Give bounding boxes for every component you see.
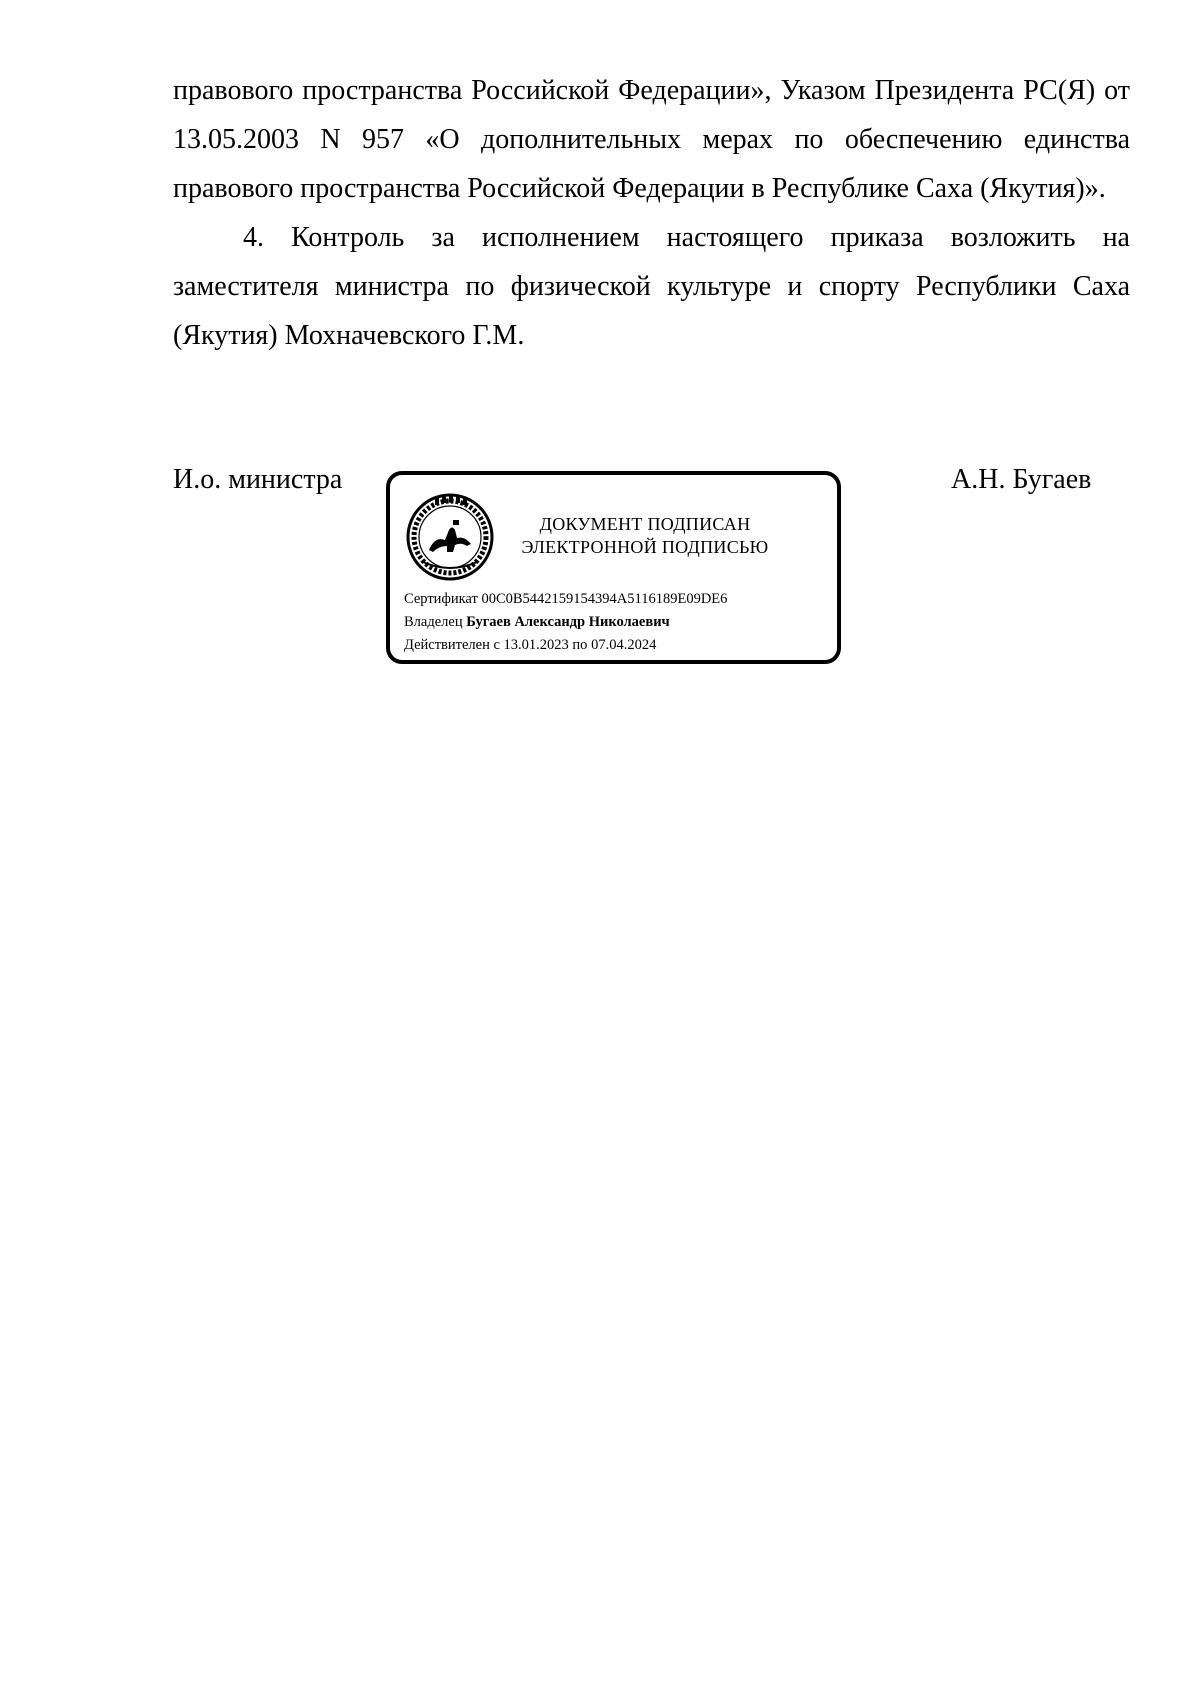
electronic-signature-stamp <box>386 471 841 664</box>
certificate-label: Сертификат <box>404 591 478 607</box>
valid-label: Действителен <box>404 637 490 653</box>
owner-label: Владелец <box>404 614 463 630</box>
valid-from: 13.01.2023 <box>503 637 569 653</box>
document-body <box>173 66 1130 360</box>
owner-value: Бугаев Александр Николаевич <box>466 614 670 630</box>
paragraph-item-4: 4. Контроль за исполнением настоящего приказа возложить на заместителя министра по физической культуре и спорту Республики Саха (Якутия) Мохначевского Г.М. <box>173 222 1130 351</box>
paragraph-continuation: правового пространства Российской Федерации», Указом Президента РС(Я) от 13.05.2003 N 957 «О дополнительных мерах по обеспечению единства правового пространства Российской Федерации в Республике Саха (Якутия)». <box>173 75 1130 204</box>
certificate-value: 00C0B5442159154394A5116189E09DE6 <box>481 591 728 607</box>
signer-name: А.Н. Бугаев <box>951 464 1092 495</box>
owner-row <box>404 611 727 634</box>
sakha-republic-emblem-icon <box>405 492 495 582</box>
stamp-header <box>510 513 780 559</box>
stamp-header-line1: ДОКУМЕНТ ПОДПИСАН <box>539 514 751 534</box>
signer-title: И.о. министра <box>173 464 343 495</box>
valid-to: 07.04.2024 <box>591 637 657 653</box>
stamp-details <box>404 588 727 657</box>
valid-to-prefix: по <box>572 637 588 653</box>
stamp-header-line2: ЭЛЕКТРОННОЙ ПОДПИСЬЮ <box>521 537 769 557</box>
validity-row <box>404 634 727 657</box>
valid-from-prefix: с <box>493 637 500 653</box>
certificate-row <box>404 588 727 611</box>
